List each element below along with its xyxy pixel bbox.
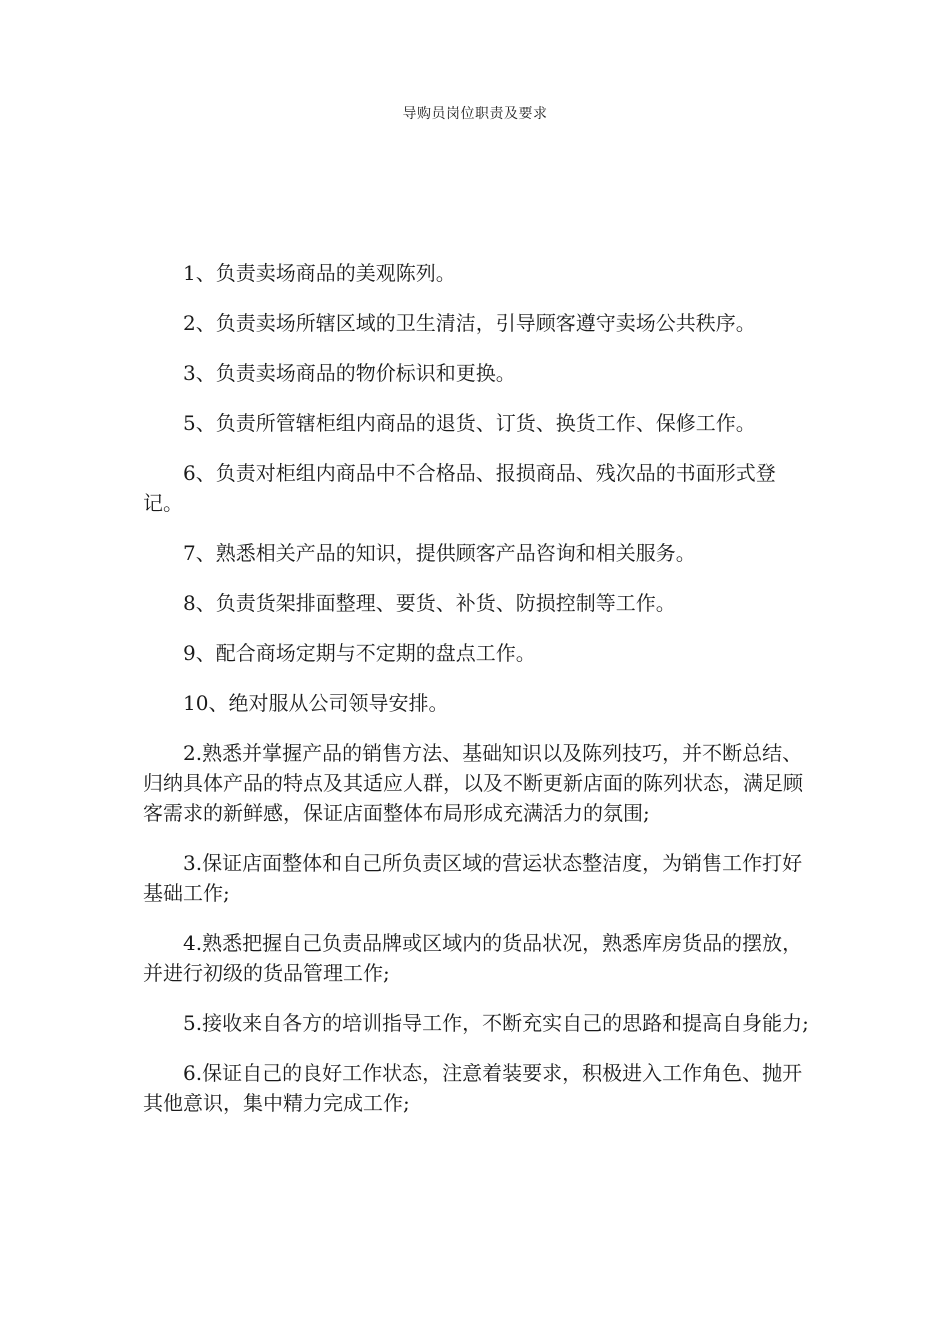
paragraph: 2、负责卖场所辖区域的卫生清洁，引导顾客遵守卖场公共秩序。	[183, 311, 756, 335]
paragraph: 9、配合商场定期与不定期的盘点工作。	[183, 641, 536, 665]
paragraph: 5.接收来自各方的培训指导工作，不断充实自己的思路和提高自身能力;	[183, 1011, 809, 1035]
paragraph: 1、负责卖场商品的美观陈列。	[183, 261, 456, 285]
paragraph: 6.保证自己的良好工作状态，注意着装要求，积极进入工作角色、抛开其他意识，集中精力完成工作;	[143, 1061, 803, 1115]
paragraph: 4.熟悉把握自己负责品牌或区域内的货品状况，熟悉库房货品的摆放，并进行初级的货品管理工作;	[143, 931, 803, 985]
paragraph: 7、熟悉相关产品的知识，提供顾客产品咨询和相关服务。	[183, 541, 696, 565]
paragraph: 6、负责对柜组内商品中不合格品、报损商品、残次品的书面形式登记。	[143, 461, 776, 515]
document-body	[143, 258, 813, 1138]
paragraph: 3、负责卖场商品的物价标识和更换。	[183, 361, 516, 385]
document-title: 导购员岗位职责及要求	[402, 106, 548, 122]
paragraph: 8、负责货架排面整理、要货、补货、防损控制等工作。	[183, 591, 676, 615]
paragraph: 2.熟悉并掌握产品的销售方法、基础知识以及陈列技巧，并不断总结、归纳具体产品的特点及其适应人群，以及不断更新店面的陈列状态，满足顾客需求的新鲜感，保证店面整体布局形成充满活力的氛围;	[143, 741, 803, 825]
paragraph: 5、负责所管辖柜组内商品的退货、订货、换货工作、保修工作。	[183, 411, 756, 435]
paragraph: 10、绝对服从公司领导安排。	[183, 691, 449, 715]
paragraph: 3.保证店面整体和自己所负责区域的营运状态整洁度，为销售工作打好基础工作;	[143, 851, 803, 905]
